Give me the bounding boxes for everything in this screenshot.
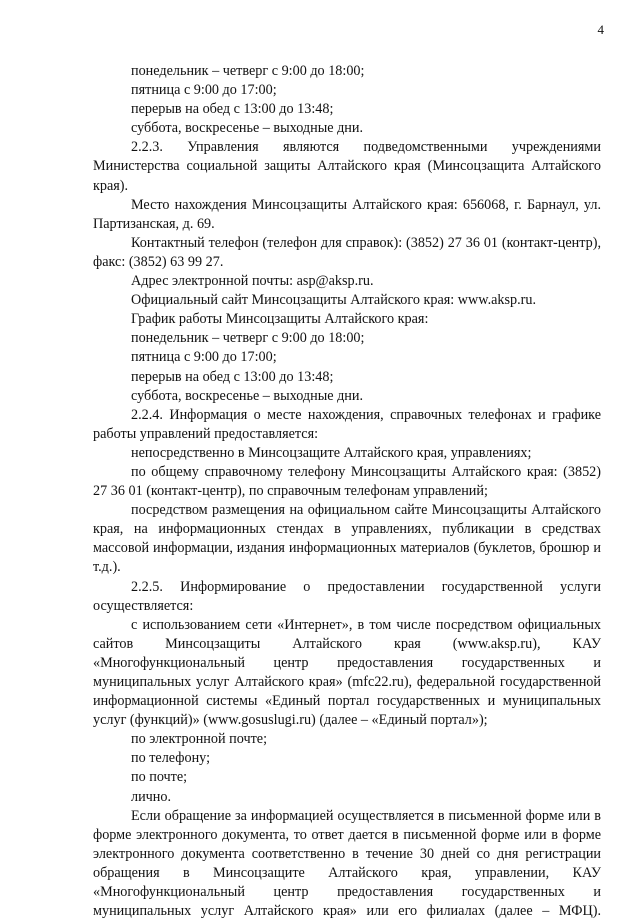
paragraph: 2.2.3. Управления являются подведомственными учреждениями Министерства социальной защиты Алтайского края (Минсоцзащита Алтайского края). [93,139,601,194]
paragraph: понедельник – четверг с 9:00 до 18:00; [131,63,365,79]
paragraph: 2.2.4. Информация о месте нахождения, справочных телефонах и графике работы управлений предоставляется: [93,406,601,442]
paragraph: по почте; [131,769,188,786]
paragraph: График работы Минсоцзащиты Алтайского края: [131,311,429,328]
paragraph: пятница с 9:00 до 17:00; [131,349,277,366]
paragraph: по телефону; [131,750,211,767]
paragraph: суббота, воскресенье – выходные дни. [131,387,364,404]
paragraph: Официальный сайт Минсоцзащиты Алтайского края: www.aksp.ru. [131,292,537,309]
paragraph: суббота, воскресенье – выходные дни. [131,120,364,137]
paragraph: Адрес электронной почты: asp@aksp.ru. [131,273,374,290]
paragraph: с использованием сети «Интернет», в том числе посредством официальных сайтов Минсоцзащиты Алтайского края (www.aksp.ru), КАУ «Многофункциональный центр предоставления государственных и муниципальных услуг Алтайского края» (mfc22.ru), федеральной государственной информационной системы «Единый портал государственных и муниципальных услуг (функций)» (www.gosuslugi.ru) (далее – «Единый портал»); [93,616,601,729]
paragraph: перерыв на обед с 13:00 до 13:48; [131,101,334,118]
paragraph: Место нахождения Минсоцзащиты Алтайского края: 656068, г. Барнаул, ул. Партизанская, д. 69. [93,196,601,232]
paragraph: Если обращение за информацией осуществляется в письменной форме или в форме электронного документа, то ответ дается в письменной форме или в форме электронного документа соответственно в течение 30 дней со дня регистрации обращения в Минсоцзащите Алтайского края, управлении, КАУ «Многофункциональный центр предоставления государственных и муниципальных услуг Алтайского края» или его филиалах (далее – МФЦ). [93,807,601,920]
paragraph: 2.2.5. Информирование о предоставлении государственной услуги осуществляется: [93,578,601,614]
page-number: 4 [597,22,604,37]
paragraph: непосредственно в Минсоцзащите Алтайского края, управлениях; [131,444,532,461]
document-body [93,62,601,921]
paragraph: Контактный телефон (телефон для справок): (3852) 27 36 01 (контакт-центр), факс: (3852) 63 99 27. [93,234,601,270]
paragraph: по электронной почте; [131,731,268,748]
paragraph: по общему справочному телефону Минсоцзащиты Алтайского края: (3852) 27 36 01 (контакт-центр), по справочным телефонам управлений; [93,463,601,500]
paragraph: посредством размещения на официальном сайте Минсоцзащиты Алтайского края, на информационных стендах в управлениях, публикации в средствах массовой информации, издания информационных материалов (буклетов, брошюр и т.д.). [93,502,601,576]
paragraph: лично. [131,788,172,805]
paragraph: перерыв на обед с 13:00 до 13:48; [131,368,334,385]
paragraph: пятница с 9:00 до 17:00; [131,82,277,99]
paragraph: понедельник – четверг с 9:00 до 18:00; [131,330,365,347]
